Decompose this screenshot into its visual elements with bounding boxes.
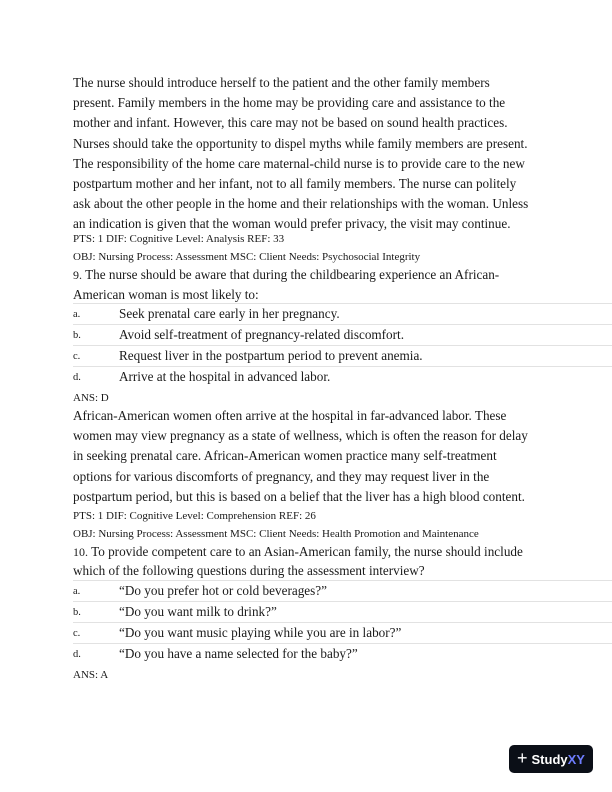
q9-obj: OBJ: Nursing Process: Assessment MSC: Client Needs: Health Promotion and Maintenance [73, 528, 479, 540]
text-line: Nurses should take the opportunity to dispel myths while family members are present. [73, 135, 528, 151]
option-letter: a. [73, 586, 81, 597]
text-line: women may view pregnancy as a state of wellness, which is often the reason for delay [73, 428, 528, 444]
text-line: in seeking prenatal care. African-American women practice many self-treatment [73, 448, 497, 464]
q9-stem-line2: American woman is most likely to: [73, 287, 259, 302]
option-text: “Do you prefer hot or cold beverages?” [119, 583, 327, 598]
logo-xy-text: XY [567, 751, 585, 767]
option-letter: d. [73, 372, 81, 383]
text-line: mother and infant. However, this care may not be based on sound health practices. [73, 115, 508, 131]
option-letter: c. [73, 351, 81, 362]
text-line: The responsibility of the home care maternal-child nurse is to provide care to the new [73, 155, 525, 171]
q10-option-a [73, 580, 612, 602]
q10-stem [73, 542, 523, 563]
logo-study-text: Study [531, 751, 568, 767]
option-text: “Do you want milk to drink?” [119, 604, 277, 619]
q9-option-d [73, 366, 612, 388]
option-text: Seek prenatal care early in her pregnancy. [119, 306, 340, 321]
text-line: options for various discomforts of pregnancy, and they may request liver in the [73, 468, 490, 484]
text-line: postpartum period, but this is based on a belief that the liver has a high blood content. [73, 488, 525, 504]
plus-icon: + [517, 748, 528, 768]
q9-stem-line1: The nurse should be aware that during the childbearing experience an African- [85, 267, 500, 282]
text-line: postpartum mother and her infant, not to all family members. The nurse can politely [73, 176, 517, 192]
option-letter: c. [73, 628, 81, 639]
q9-number: 9. [73, 268, 82, 282]
q9-rationale [73, 406, 543, 507]
option-text: Avoid self-treatment of pregnancy-related discomfort. [119, 327, 405, 342]
text-line: present. Family members in the home may be providing care and assistance to the [73, 95, 506, 111]
option-letter: a. [73, 309, 81, 320]
studyxy-logo[interactable] [509, 745, 593, 773]
option-letter: b. [73, 607, 81, 618]
logo-wordmark [532, 752, 585, 767]
text-line: African-American women often arrive at the hospital in far-advanced labor. These [73, 408, 507, 423]
q9-option-b [73, 324, 612, 346]
q9-pts: PTS: 1 DIF: Cognitive Level: Comprehension REF: 26 [73, 510, 316, 522]
q10-option-d [73, 643, 612, 665]
q8-rationale [73, 73, 543, 235]
text-line: ask about the other people in the home and their relationships with the woman. Unless [73, 196, 529, 212]
q10-number: 10. [73, 545, 88, 559]
q8-obj: OBJ: Nursing Process: Assessment MSC: Client Needs: Psychosocial Integrity [73, 251, 421, 263]
text-line: an indication is given that the woman would prefer privacy, the visit may continue. [73, 216, 511, 232]
q8-pts: PTS: 1 DIF: Cognitive Level: Analysis REF: 33 [73, 233, 285, 245]
option-letter: b. [73, 330, 81, 341]
q10-stem-line1: To provide competent care to an Asian-American family, the nurse should include [91, 544, 523, 559]
q9-option-c [73, 345, 612, 367]
option-letter: d. [73, 649, 81, 660]
q10-stem-line2: which of the following questions during the assessment interview? [73, 563, 425, 578]
q9-answer: ANS: D [73, 392, 109, 404]
text-line: The nurse should introduce herself to the patient and the other family members [73, 75, 490, 90]
q10-answer: ANS: A [73, 669, 109, 681]
option-text: Arrive at the hospital in advanced labor. [119, 369, 331, 384]
option-text: Request liver in the postpartum period to prevent anemia. [119, 348, 423, 363]
option-text: “Do you have a name selected for the baby?” [119, 646, 358, 661]
q9-stem [73, 265, 499, 286]
q10-option-b [73, 601, 612, 623]
q10-option-c [73, 622, 612, 644]
q9-option-a [73, 303, 612, 325]
option-text: “Do you want music playing while you are in labor?” [119, 625, 402, 640]
